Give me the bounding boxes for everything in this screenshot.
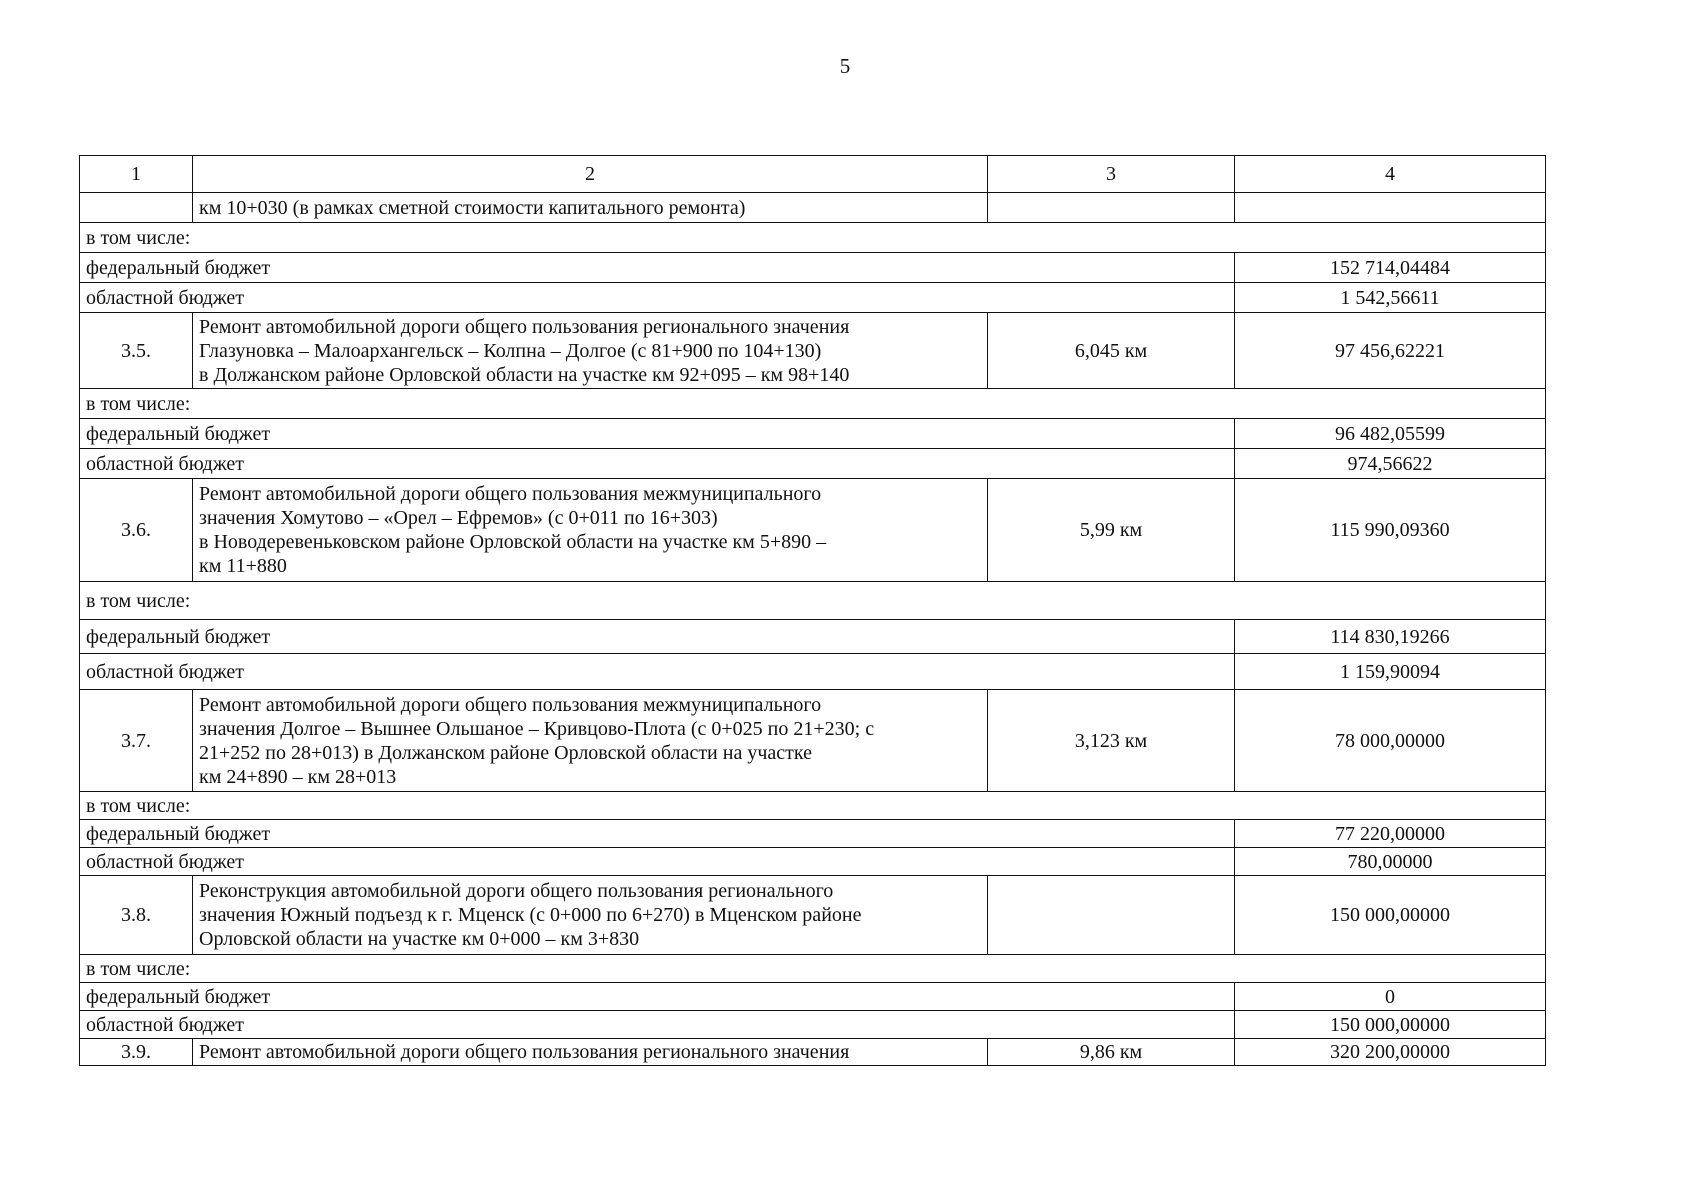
regional-label: областной бюджет <box>80 1011 1235 1039</box>
including-label: в том числе: <box>80 792 1546 820</box>
item-amount: 320 200,00000 <box>1235 1039 1546 1066</box>
including-row <box>80 792 1546 820</box>
federal-amount: 152 714,04484 <box>1235 253 1546 283</box>
continuation-text: км 10+030 (в рамках сметной стоимости капитального ремонта) <box>193 193 988 223</box>
including-label: в том числе: <box>80 955 1546 983</box>
description-line: Ремонт автомобильной дороги общего пользования межмуниципального <box>199 693 822 716</box>
federal-amount: 96 482,05599 <box>1235 419 1546 449</box>
including-row <box>80 389 1546 419</box>
regional-label: областной бюджет <box>80 848 1235 876</box>
table-row-item <box>80 1039 1546 1066</box>
item-description <box>193 876 988 955</box>
regional-label: областной бюджет <box>80 283 1235 313</box>
regional-amount: 780,00000 <box>1235 848 1546 876</box>
federal-label: федеральный бюджет <box>80 983 1235 1011</box>
item-number: 3.8. <box>80 876 193 955</box>
item-number: 3.7. <box>80 690 193 792</box>
item-length: 9,86 км <box>988 1039 1235 1066</box>
regional-amount: 1 159,90094 <box>1235 654 1546 690</box>
table-row-item <box>80 690 1546 792</box>
description-line: 21+252 по 28+013) в Должанском районе Орловской области на участке <box>199 741 812 764</box>
including-label: в том числе: <box>80 582 1546 620</box>
regional-row <box>80 1011 1546 1039</box>
table-header-row <box>80 156 1546 193</box>
federal-label: федеральный бюджет <box>80 620 1235 654</box>
item-amount: 78 000,00000 <box>1235 690 1546 792</box>
description-line: значения Хомутово – «Орел – Ефремов» (с 0+011 по 16+303) <box>199 507 718 529</box>
description-line: Глазуновка – Малоархангельск – Колпна – Долгое (с 81+900 по 104+130) <box>199 339 822 362</box>
regional-row <box>80 848 1546 876</box>
column-header-2: 2 <box>193 156 988 193</box>
description-line: значения Южный подъезд к г. Мценск (с 0+000 по 6+270) в Мценском районе <box>199 904 862 926</box>
federal-label: федеральный бюджет <box>80 253 1235 283</box>
page-number: 5 <box>839 54 851 78</box>
column-header-4: 4 <box>1235 156 1546 193</box>
including-label: в том числе: <box>80 389 1546 419</box>
item-amount: 115 990,09360 <box>1235 479 1546 582</box>
continuation-num-cell <box>80 193 193 223</box>
item-length: 6,045 км <box>988 313 1235 389</box>
column-header-1: 1 <box>80 156 193 193</box>
regional-label: областной бюджет <box>80 449 1235 479</box>
item-amount: 150 000,00000 <box>1235 876 1546 955</box>
including-label: в том числе: <box>80 223 1546 253</box>
regional-row <box>80 449 1546 479</box>
regional-label: областной бюджет <box>80 654 1235 690</box>
financing-table <box>79 155 1546 1066</box>
regional-row <box>80 283 1546 313</box>
federal-row <box>80 983 1546 1011</box>
item-length: 5,99 км <box>988 479 1235 582</box>
item-number: 3.9. <box>80 1039 193 1066</box>
federal-row <box>80 253 1546 283</box>
item-length: 3,123 км <box>988 690 1235 792</box>
item-description: Ремонт автомобильной дороги общего пользования регионального значения <box>193 1039 988 1066</box>
federal-label: федеральный бюджет <box>80 820 1235 848</box>
regional-amount: 1 542,56611 <box>1235 283 1546 313</box>
regional-amount: 150 000,00000 <box>1235 1011 1546 1039</box>
item-description <box>193 479 988 582</box>
including-row <box>80 955 1546 983</box>
description-line: значения Долгое – Вышнее Ольшаное – Кривцово-Плота (с 0+025 по 21+230; с <box>199 717 875 740</box>
table-row-item <box>80 876 1546 955</box>
description-line: Орловской области на участке км 0+000 – км 3+830 <box>199 928 640 950</box>
description-line: км 11+880 <box>199 555 287 577</box>
description-line: км 24+890 – км 28+013 <box>199 765 397 788</box>
description-line: в Новодеревеньковском районе Орловской области на участке км 5+890 – <box>199 531 827 553</box>
description-line: в Должанском районе Орловской области на участке км 92+095 – км 98+140 <box>199 363 850 386</box>
federal-amount: 77 220,00000 <box>1235 820 1546 848</box>
federal-row <box>80 820 1546 848</box>
continuation-row <box>80 193 1546 223</box>
item-description <box>193 690 988 792</box>
item-number: 3.5. <box>80 313 193 389</box>
item-description <box>193 313 988 389</box>
federal-row <box>80 419 1546 449</box>
federal-amount: 114 830,19266 <box>1235 620 1546 654</box>
item-length <box>988 876 1235 955</box>
item-number: 3.6. <box>80 479 193 582</box>
federal-row <box>80 620 1546 654</box>
regional-amount: 974,56622 <box>1235 449 1546 479</box>
including-row <box>80 582 1546 620</box>
table-row-item <box>80 313 1546 389</box>
regional-row <box>80 654 1546 690</box>
table-row-item <box>80 479 1546 582</box>
column-header-3: 3 <box>988 156 1235 193</box>
federal-label: федеральный бюджет <box>80 419 1235 449</box>
description-line: Ремонт автомобильной дороги общего пользования межмуниципального <box>199 483 822 505</box>
item-amount: 97 456,62221 <box>1235 313 1546 389</box>
including-row <box>80 223 1546 253</box>
continuation-length-cell <box>988 193 1235 223</box>
continuation-amount-cell <box>1235 193 1546 223</box>
federal-amount: 0 <box>1235 983 1546 1011</box>
description-line: Ремонт автомобильной дороги общего пользования регионального значения <box>199 315 850 338</box>
description-line: Реконструкция автомобильной дороги общего пользования регионального <box>199 880 834 902</box>
